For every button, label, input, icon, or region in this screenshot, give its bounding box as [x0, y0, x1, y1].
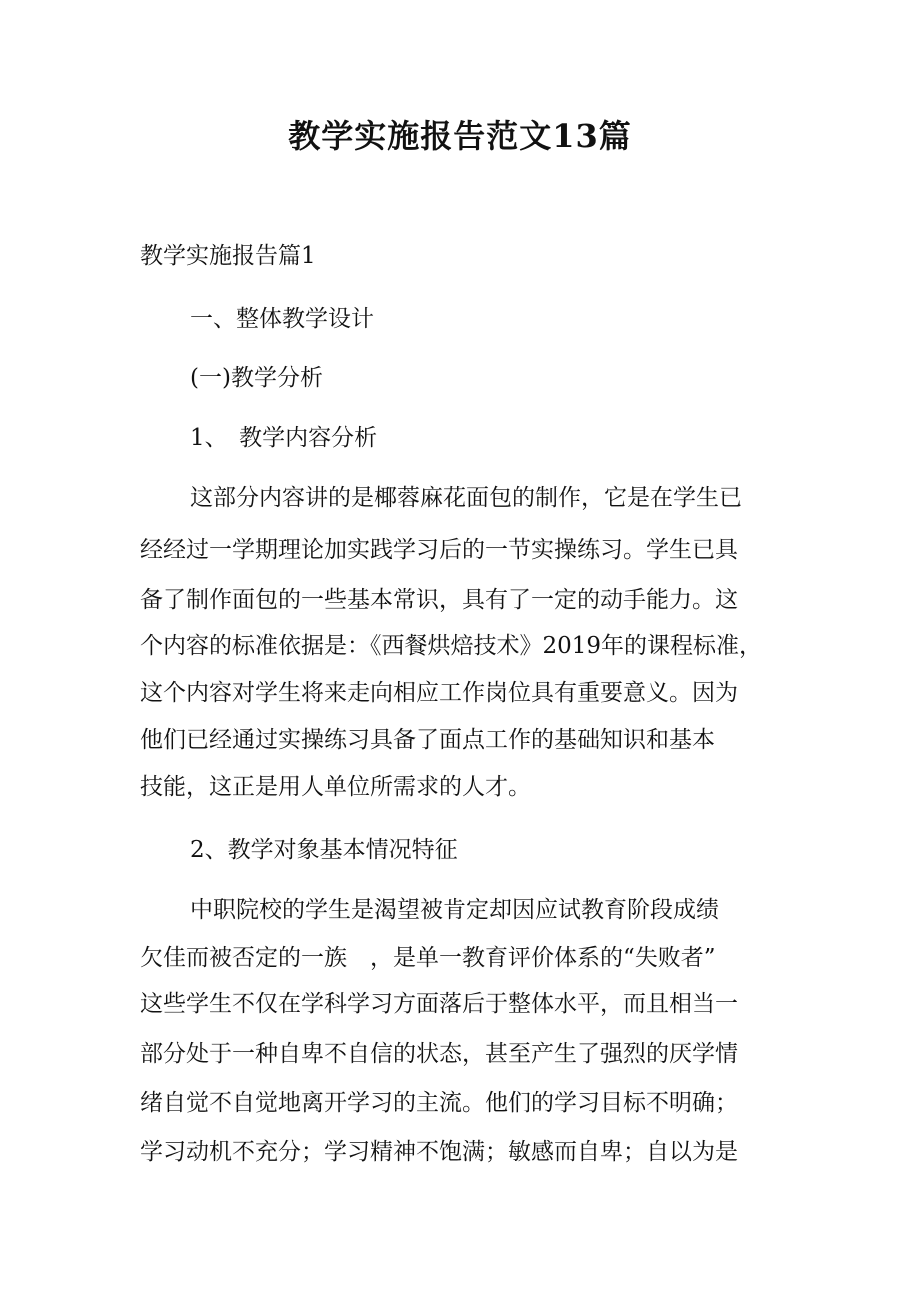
- paragraph-line: 他们已经通过实操练习具备了面点工作的基础知识和基本: [140, 727, 715, 753]
- paragraph-line: 技能，这正是用人单位所需求的人才。: [140, 774, 531, 800]
- heading-content-analysis: 1、 教学内容分析: [190, 425, 378, 451]
- heading-teaching-analysis: (一)教学分析: [190, 365, 323, 391]
- paragraph-line: 个内容的标准依据是：《西餐烘焙技术》2019年的课程标准，: [140, 633, 763, 659]
- paragraph-line: 中职院校的学生是渴望被肯定却因应试教育阶段成绩: [190, 897, 719, 923]
- paragraph-line: 学习动机不充分；学习精神不饱满；敏感而自卑；自以为是: [140, 1139, 738, 1165]
- paragraph-line: 部分处于一种自卑不自信的状态，甚至产生了强烈的厌学情: [140, 1041, 738, 1067]
- paragraph-line: 欠佳而被否定的一族 ，是单一教育评价体系的“失败者”: [140, 945, 716, 971]
- paragraph-line: 这部分内容讲的是椰蓉麻花面包的制作，它是在学生已: [190, 485, 742, 511]
- paragraph-line: 绪自觉不自觉地离开学习的主流。他们的学习目标不明确；: [140, 1090, 738, 1116]
- heading-overall-design: 一、整体教学设计: [190, 306, 374, 332]
- paragraph-line: 这些学生不仅在学科学习方面落后于整体水平，而且相当一: [140, 991, 738, 1017]
- paragraph-line: 经经过一学期理论加实践学习后的一节实操练习。学生已具: [140, 537, 738, 563]
- section-heading: 教学实施报告篇1: [140, 243, 316, 269]
- document-title: 教学实施报告范文13篇: [288, 117, 632, 155]
- paragraph-line: 备了制作面包的一些基本常识，具有了一定的动手能力。这: [140, 587, 738, 613]
- paragraph-line: 这个内容对学生将来走向相应工作岗位具有重要意义。因为: [140, 680, 738, 706]
- heading-student-characteristics: 2、教学对象基本情况特征: [190, 837, 458, 863]
